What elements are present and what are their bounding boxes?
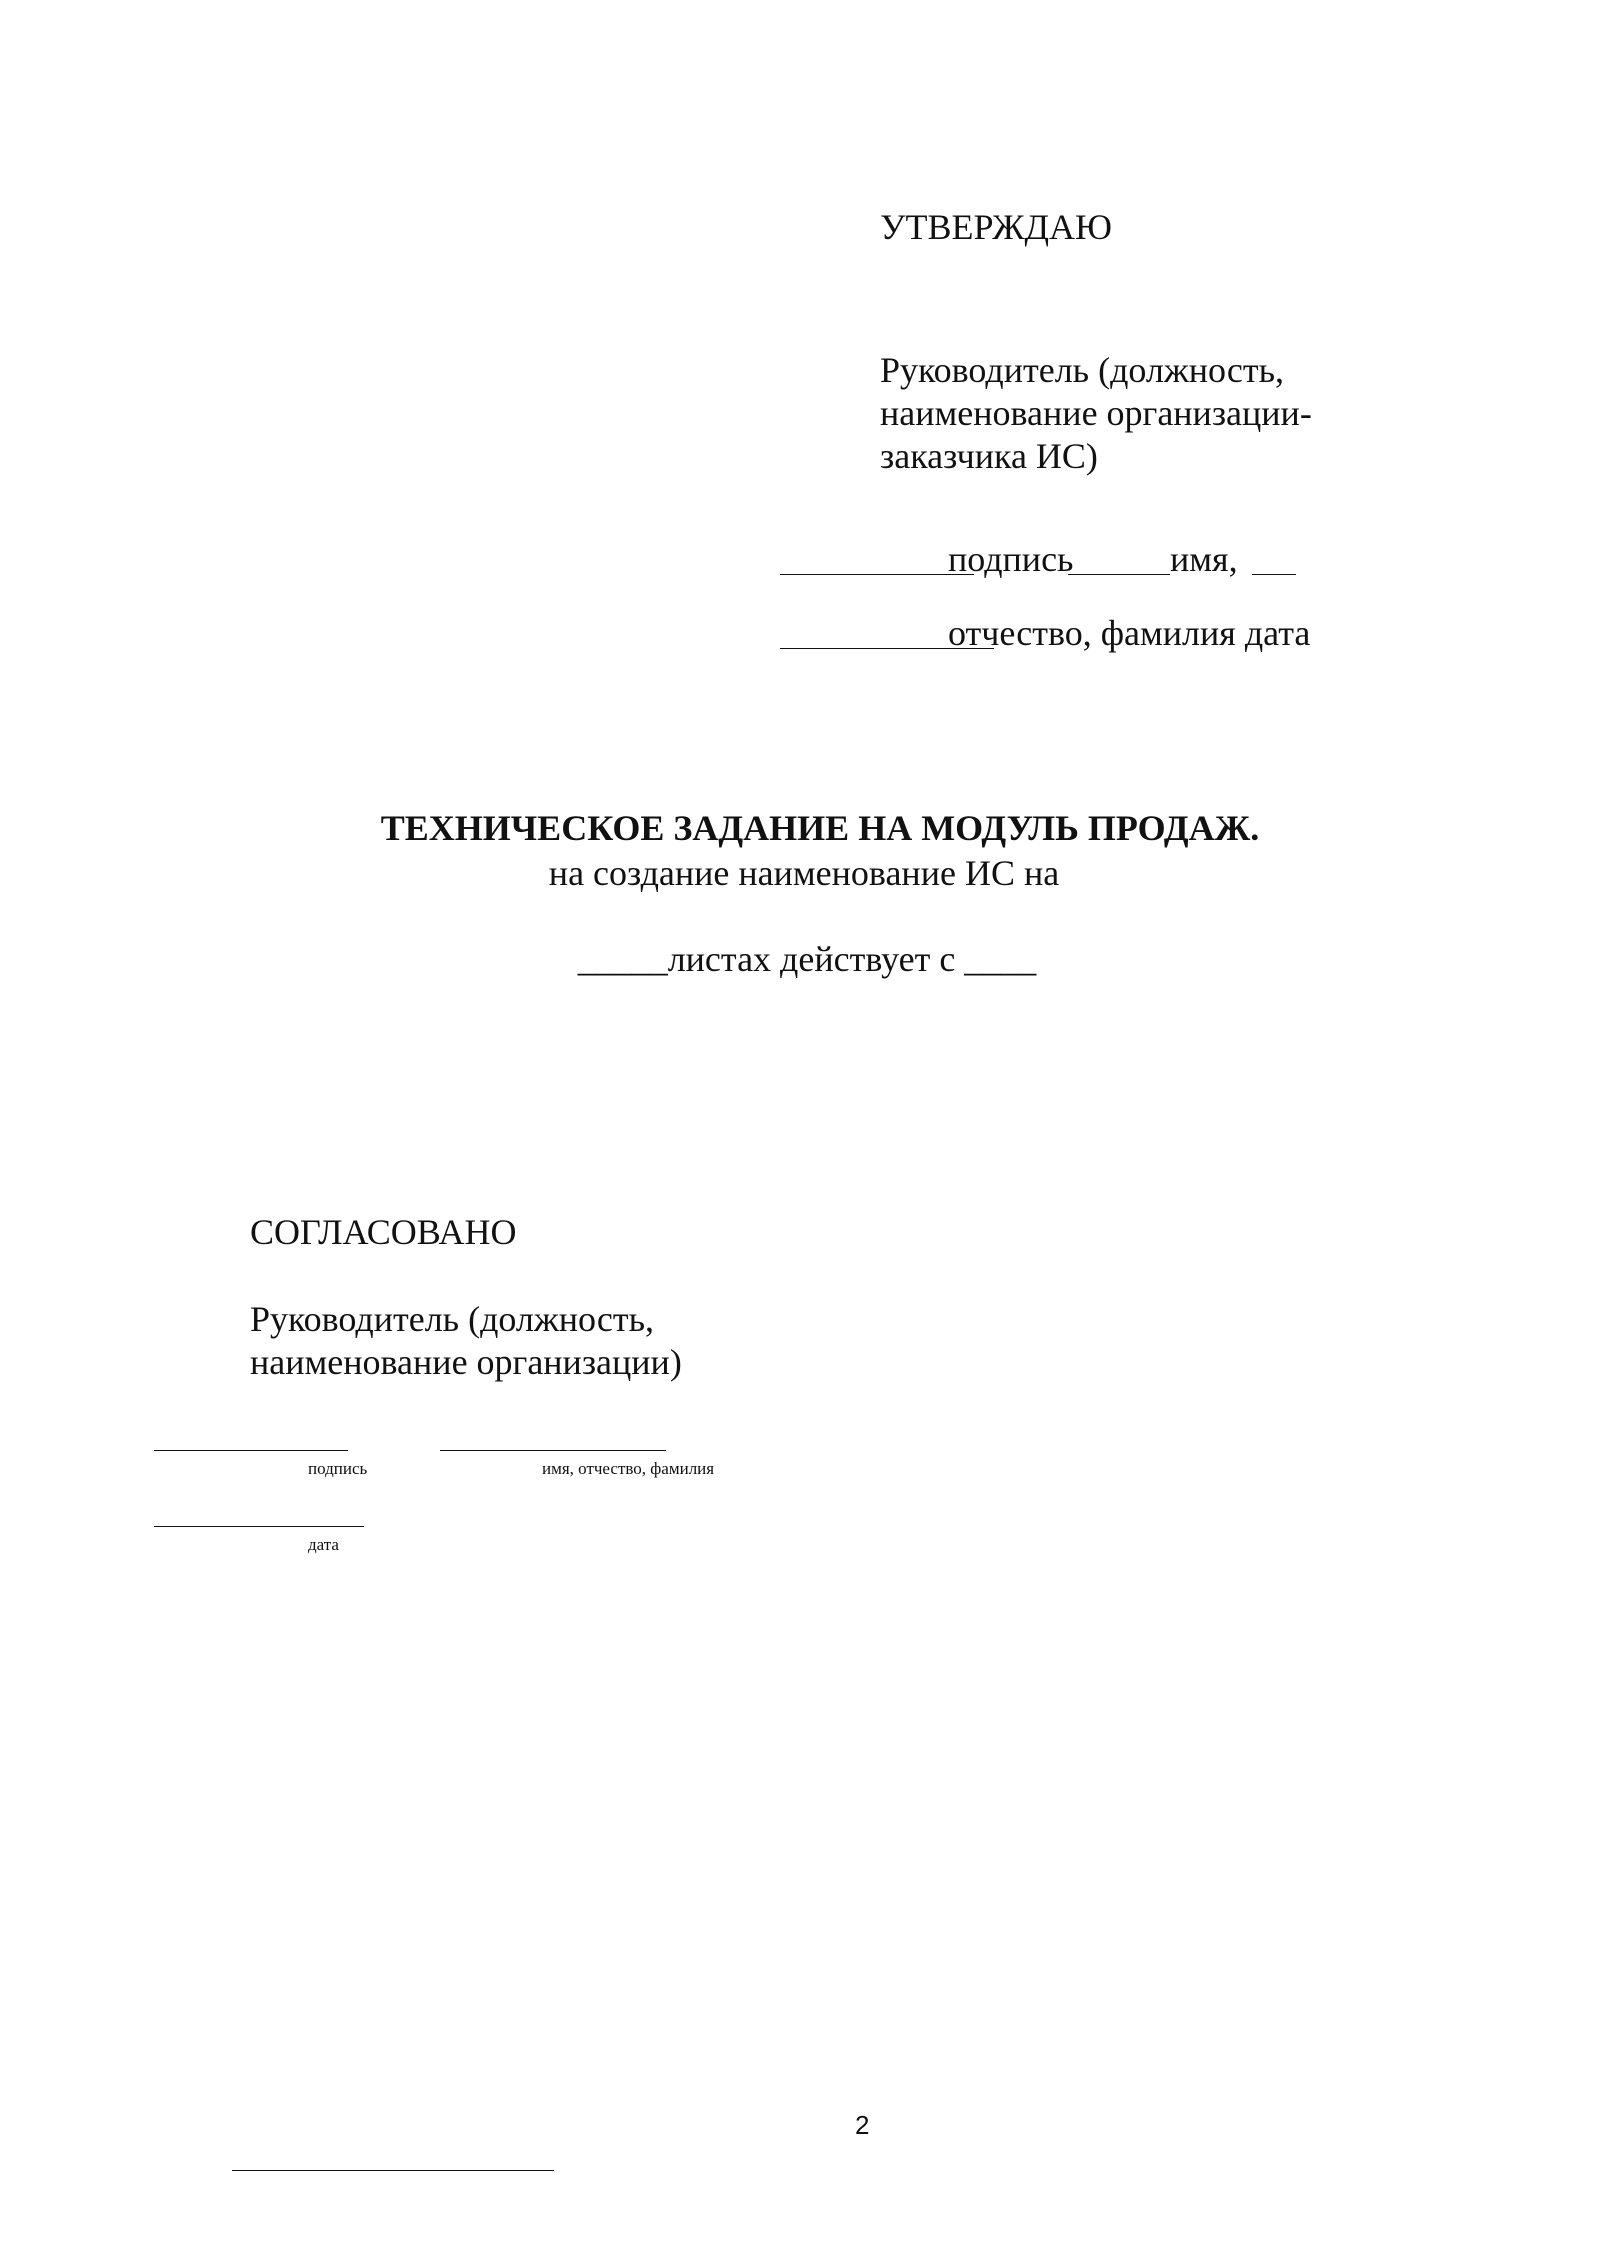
document-sheets-line: _____листах действует с ____ xyxy=(577,939,1037,979)
approval-name-line-1 xyxy=(1068,574,1170,575)
agreement-date-caption: дата xyxy=(308,1535,339,1554)
approval-signature-line xyxy=(780,574,974,575)
agreement-signature-line xyxy=(154,1450,348,1451)
approval-line-2: наименование организации- xyxy=(880,393,1312,433)
approval-name-line-2 xyxy=(1252,574,1296,575)
agreement-line-1: Руководитель (должность, xyxy=(250,1299,655,1339)
agreement-heading: СОГЛАСОВАНО xyxy=(250,1212,517,1252)
approval-line-1: Руководитель (должность, xyxy=(880,350,1285,390)
approval-sign-label: подпись xyxy=(948,539,1074,579)
approval-line-3: заказчика ИС) xyxy=(880,436,1098,476)
agreement-name-caption: имя, отчество, фамилия xyxy=(542,1459,715,1478)
agreement-line-2: наименование организации) xyxy=(250,1342,682,1382)
approval-name-date-label: отчество, фамилия дата xyxy=(948,613,1311,653)
footnote-separator xyxy=(232,2170,554,2171)
document-title: ТЕХНИЧЕСКОЕ ЗАДАНИЕ НА МОДУЛЬ ПРОДАЖ. xyxy=(380,808,1260,848)
document-subtitle: на создание наименование ИС на xyxy=(548,853,1060,893)
agreement-sign-caption: подпись xyxy=(308,1459,368,1478)
approval-heading: УТВЕРЖДАЮ xyxy=(880,207,1113,247)
approval-name-label: имя, xyxy=(1170,539,1238,579)
agreement-date-line xyxy=(154,1526,364,1527)
page-number: 2 xyxy=(855,2110,870,2140)
agreement-name-line xyxy=(440,1450,666,1451)
